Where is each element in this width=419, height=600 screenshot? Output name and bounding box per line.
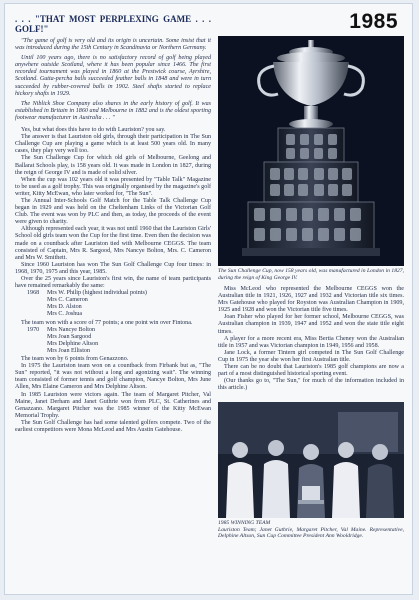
team-1968-list	[15, 290, 211, 318]
article-body	[15, 127, 211, 434]
list-item	[15, 327, 211, 334]
left-column	[15, 14, 211, 434]
article-title: . . . "THAT MOST PERPLEXING GAME . . . GOLF!"	[15, 14, 211, 34]
team-member: Mrs Nancye Bolton	[47, 326, 96, 333]
team-1970-list	[15, 327, 211, 355]
body-paragraph: Jane Lock, a former Tintern girl competed in The Sun Golf Challenge Cup in 1975 the year she won her first Australian title.	[218, 349, 404, 363]
body-paragraph: The team won with a score of 77 points; a one point win over Fintona.	[21, 319, 193, 326]
quote-paragraph: The Niblick Shoe Company also shares in the early history of golf. It was established in Britain in 1860 and Melbourne in 1882 and is the oldest sporting footwear manufacturer in Australia . . . "	[15, 100, 211, 121]
body-paragraph: There can be no doubt that Lauriston's 1985 golf champions are now a part of a most distinguished historical sporting event.	[218, 364, 404, 378]
body-paragraph: (Our thanks go to, "The Sun," for much of the information included in this article.)	[218, 378, 404, 392]
team-member: Mrs C. Cameron	[47, 297, 88, 304]
team-caption-title: 1985 WINNING TEAM	[218, 520, 271, 527]
team-member: Mrs Joan Elliston	[47, 347, 90, 354]
page-year: 1985	[349, 10, 398, 33]
team-member: Mrs C. Joshua	[47, 311, 83, 318]
team-member: Mrs Delphine Altson	[47, 340, 99, 347]
body-paragraph: A player for a more recent era, Miss Bertia Cheney won the Australian title in 1957 and was Victorian champion in 1949, 1956 and 1958.	[218, 335, 404, 349]
body-paragraph: In 1985 Lauriston were victors again. The team of Margaret Pitcher, Val Maine, Janet Derham and Janet Guthrie won from PLC, St. Catherines and Genazzano. Margaret Pitcher was the 1985 winner of the Kitty McEwan Memorial Trophy.	[15, 391, 211, 419]
team-member: Mrs W. Philip (highest individual points)	[47, 290, 147, 297]
body-paragraph: The Sun Golf Challenge has had some talented golfers compete. Two of the earliest competitors were Mona McLeod and Mrs Austin Gatehouse.	[15, 419, 211, 433]
quote-paragraph: "The game of golf is very old and its origin is uncertain. Some insist that it was introduced during the 15th Century in Scandinavia or Northern Germany.	[15, 38, 211, 52]
list-item	[15, 311, 211, 318]
intro-quote	[15, 38, 211, 122]
team-member: Mrs Joan Sargood	[47, 333, 92, 340]
body-paragraph: When the cup was 102 years old it was presented by "Table Talk" Magazine to be used as a golf trophy. This was originally organised by the magazine's golf writer, Kitty McEwan, who later worked for, "The Sun".	[15, 176, 211, 197]
team-photo	[218, 402, 404, 518]
body-paragraph: Although represented each year, it was not until 1960 that the Lauriston Girls' School old girls team won the Cup for the first time. Even then the decision was made on a countback after Lauriston tied with Melbourne CEGGS. The team consisted of Captain, Mrs R. Sargood, Mrs Nancye Bolton, Mrs. C. Cameron and Mrs W. Smithett.	[15, 226, 211, 261]
team-photo-illustration	[218, 402, 404, 518]
trophy-photo	[218, 36, 404, 266]
quote-paragraph: Until 100 years ago, there is no satisfactory record of golf being played anywhere outside Scotland, where it has been popular since 1466. The first recorded tournament was played in 1860 at the Prestwick course, Ayrshire, Scotland. Gutta-percha balls succeeded feather balls in 1848 and were in turn succeeded by rubber-covered balls in 1902. Steel shafts started to replace hickory shafts in 1929.	[15, 55, 211, 97]
right-body	[218, 286, 404, 392]
list-item	[15, 290, 211, 297]
body-paragraph: The Sun Challenge Cup for which old girls of Melbourne, Geelong and Ballarat Schools play, is 158 years old. It was made in London in 1827, during the reign of George IV and is made of solid silver.	[15, 155, 211, 176]
body-paragraph: The team won by 6 points from Genazzono.	[21, 356, 129, 363]
trophy-illustration	[218, 36, 404, 266]
team-caption	[218, 520, 404, 540]
list-item	[15, 304, 211, 311]
team-year: 1968	[27, 290, 40, 297]
document-page	[4, 3, 413, 595]
team-member: Mrs D. Alston	[47, 304, 82, 311]
right-column	[218, 36, 404, 540]
list-item	[15, 297, 211, 304]
body-paragraph: Over the 25 years since Lauriston's first win, the name of team participants have remained remarkably the same:	[15, 276, 211, 290]
body-paragraph: In 1975 the Lauriston team won on a countback from Firbank but as, "The Sun" reported, "it was not without a long and agonizing wait". The winning team consisted of former tennis and golf champion, Nancye Bolton, Mrs June Allen, Mrs Elaine Cameron and Mrs Delphine Altson.	[15, 363, 211, 391]
team-year: 1970	[27, 326, 40, 333]
team-caption-body: Lauriston Team; Janet Guthrie, Margaret Pitcher, Val Maine. Representative, Delphine Altson, Sun Cup Committee President Ann Wooldridge.	[218, 526, 404, 540]
trophy-caption: The Sun Challenge Cup, now 158 years old, was manufactured in London in 1827, during the reign of King George IV.	[218, 268, 404, 281]
body-paragraph: The answer is that Lauriston old girls, through their participation in The Sun Challenge Cup are playing a game which is at least 500 years old. In many cases, they play very well too.	[15, 134, 211, 155]
body-paragraph: The Annual Inter-Schools Golf Match for the Table Talk Challenge Cup began in 1929 and was held on the Cheltenham Links of the Victorian Golf Club. The event was won by PLC and then, as today, the proceeds of the event were given to charity.	[15, 197, 211, 226]
list-item	[15, 334, 211, 341]
list-item	[15, 348, 211, 355]
body-paragraph: Since 1960 Lauriston has won The Sun Golf Challenge Cup four times: in 1968, 1970, 1975 and this year, 1985.	[15, 261, 211, 275]
body-paragraph: Yes, but what does this have to do with Lauriston? you say.	[21, 127, 166, 134]
body-paragraph: Miss McLeod who represented the Melbourne CEGGS won the Australian title in 1921, 1926, 1927 and 1932 and Victorian title six times. Mrs Gatehouse who played for Royston was Australian Champion in 1909, 1925 and 1928 and won the Victorian title five times.	[218, 286, 404, 314]
body-paragraph: Joan Fisher who played for her former school, Melbourne CEGGS, was Australian champion in 1939, 1947 and 1952 and won the state title eight times.	[218, 314, 404, 335]
list-item	[15, 341, 211, 348]
